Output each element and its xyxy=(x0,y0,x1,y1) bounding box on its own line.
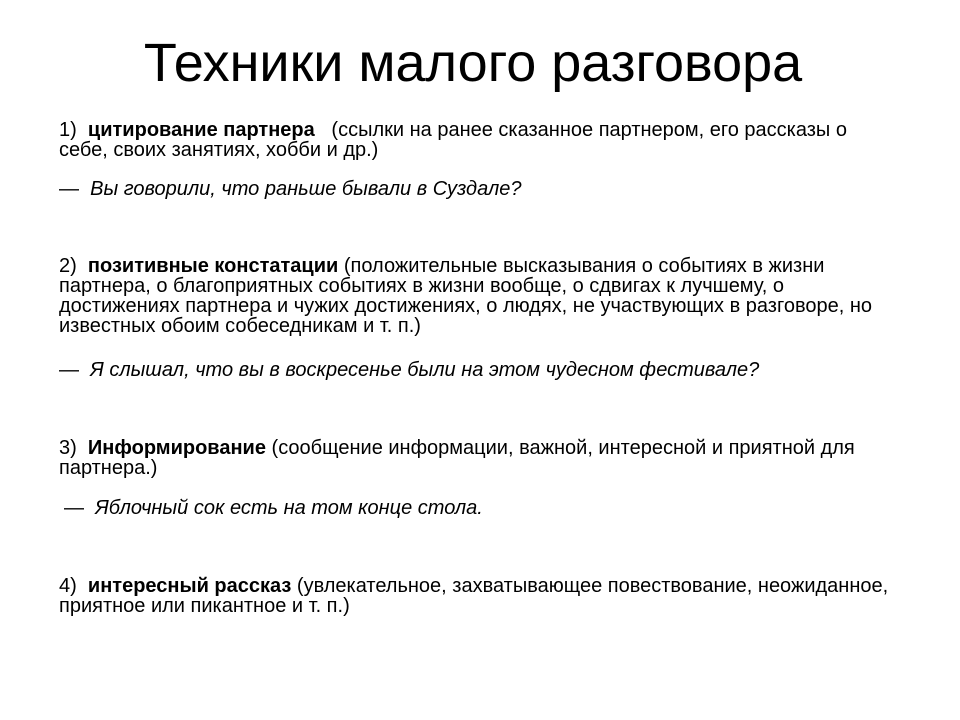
item-description: (увлекательное, захватывающее повествование, неожиданное, приятное или пикантное и т. п.) xyxy=(59,575,889,617)
item-number: 2) xyxy=(59,255,77,277)
example-text: Я слышал, что вы в воскресенье были на этом чудесном фестивале? xyxy=(90,359,760,381)
item-number: 1) xyxy=(59,119,77,141)
item-description: (сообщение информации, важной, интересной и приятной для партнера.) xyxy=(59,437,855,479)
slide-title: Техники малого разговора xyxy=(143,33,803,93)
example-text: Яблочный сок есть на том конце стола. xyxy=(95,497,483,519)
example-1 xyxy=(59,178,899,200)
example-2 xyxy=(59,359,899,381)
item-term: Информирование xyxy=(87,437,266,459)
example-text: Вы говорили, что раньше бывали в Суздале? xyxy=(90,178,522,200)
list-item-3 xyxy=(59,438,889,478)
example-dash: — xyxy=(64,497,84,519)
item-term: позитивные констатации xyxy=(87,255,339,277)
item-number: 3) xyxy=(59,437,77,459)
example-dash: — xyxy=(59,359,79,381)
list-item-1 xyxy=(59,120,889,160)
item-term: интересный рассказ xyxy=(87,575,292,597)
example-dash: — xyxy=(59,178,79,200)
item-description: (положительные высказывания о событиях в жизни партнера, о благоприятных событиях в жизни вообще, о сдвигах к лучшему, о достижениях партнера и чужих достижениях, о людях, не участвующих в разговоре, но известных обоим собеседникам и т. п.) xyxy=(59,255,872,337)
item-description: (ссылки на ранее сказанное партнером, его рассказы о себе, своих занятиях, хобби и др.) xyxy=(59,119,847,161)
list-item-2 xyxy=(59,256,889,336)
example-3 xyxy=(64,497,904,519)
list-item-4 xyxy=(59,576,889,616)
item-term: цитирование партнера xyxy=(87,119,315,141)
item-number: 4) xyxy=(59,575,77,597)
